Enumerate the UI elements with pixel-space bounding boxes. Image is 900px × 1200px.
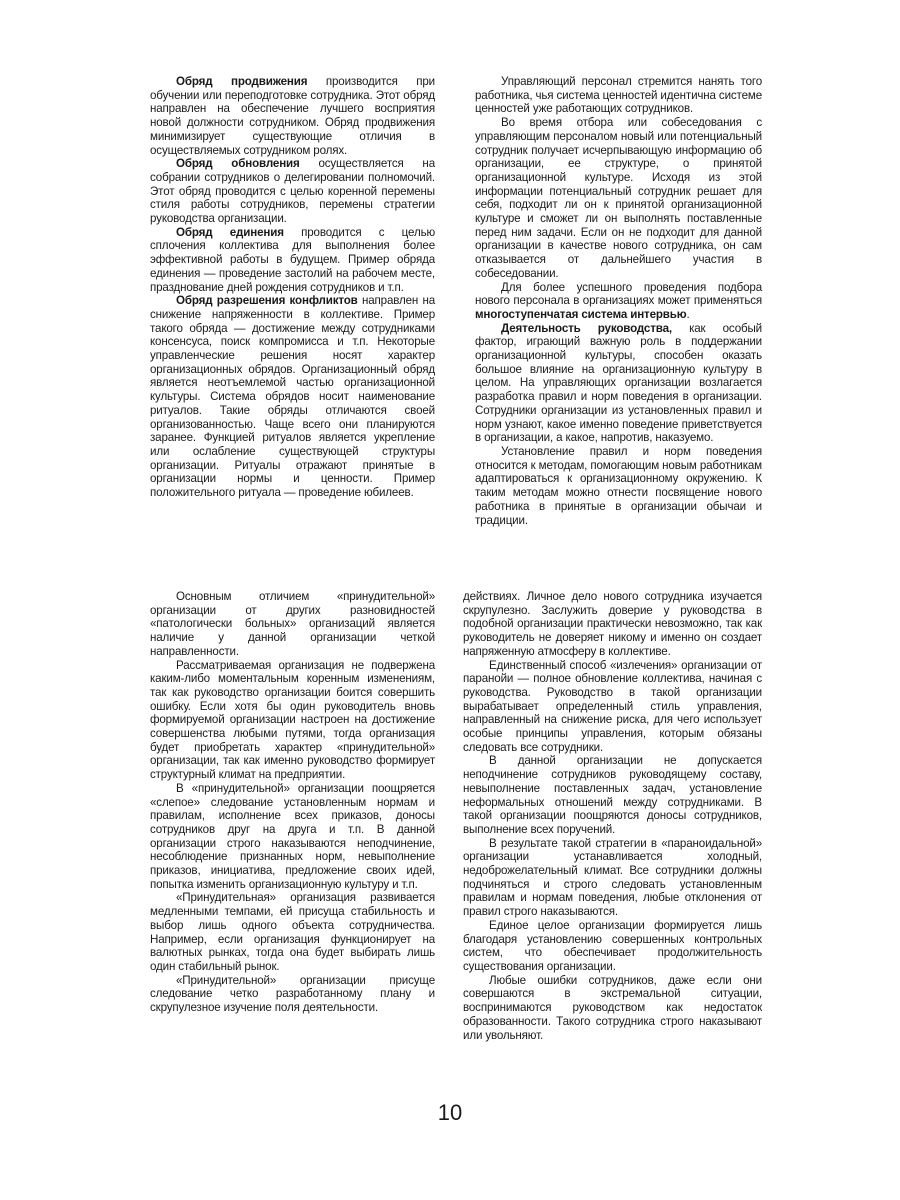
paragraph-compulsive-3: В «принудительной» организации поощряется «слепое» следование установленным нормам и правилам, исполнение всех приказов, доносы сотрудников друг на друга и т.п. В данной организации строго наказываются неподчинение, несоблюдение признанных норм, невыполнение приказов, инициатива, предложение своих идей, попытка изменить организационную культуру и т.п. <box>150 781 435 891</box>
paragraph-leadership <box>475 322 762 445</box>
term-leadership: Деятельность руководства, <box>501 321 672 335</box>
paragraph-interview: Во время отбора или собеседования с управляющим персоналом новый или потенциальный сотрудник получает исчерпывающую информацию об организации, ее структуре, о принятой организационной культуре. Исходя из этой информации потенциальный сотрудник решает для себя, подходит ли он к принятой организационной культуре и сможет ли он выполнять поставленные перед ним задачи. Если он не подходит для данной организации в качестве нового сотрудника, он сам отказывается от дальнейшего участия в собеседовании. <box>475 116 762 280</box>
column-top-right <box>475 75 762 527</box>
text-rite-renewal: осуществляется на собрании сотрудников о делегировании полномочий. Этот обряд проводится с целью коренной перемены стиля работы сотрудников, перемены стратегии руководства организации. <box>150 157 435 226</box>
paragraph-paranoid-4: В результате такой стратегии в «параноидальной» организации устанавливается холодный, недоброжелательный климат. Все сотрудники должны подчиняться и строго следовать установленным правилам и нормам поведения, любые отклонения от правил строго наказываются. <box>463 836 762 919</box>
paragraph-paranoid-1: действиях. Личное дело нового сотрудника изучается скрупулезно. Заслужить доверие у руководства в подобной организации практически невозможно, так как руководитель не доверяет никому и именно он создает напряженную атмосферу в коллективе. <box>463 590 762 658</box>
text-multistage-intro: Для более успешного проведения подбора нового персонала в организациях может применяться <box>475 280 762 308</box>
paragraph-compulsive-2: Рассматриваемая организация не подвержена каким-либо моментальным коренным изменениям, так как руководство организации боится совершить ошибку. Если хотя бы один руководитель вновь формируемой организации настроен на достижение совершенства любыми путями, тогда организация будет приобретать характер «принудительной» организации, так как именно руководство формирует структурный климат на предприятии. <box>150 658 435 782</box>
column-top-left <box>150 75 435 500</box>
term-multistage-interview: многоступенчатая система интервью <box>475 307 687 321</box>
text-rite-conflict: направлен на снижение напряженности в коллективе. Пример такого обряда — достижение между сотрудниками консенсуса, поиск компромисса и т.п. Некоторые управленческие решения носят характер организационных обрядов. Организационный обряд является неотъемлемой частью организационной культуры. Система обрядов носит наименование ритуалов. Такие обряды отличаются своей организованностью. Чаще всего они планируются заранее. Функцией ритуалов является укрепление или ослабление существующей структуры организации. Ритуалы отражают принятые в организации нормы и ценности. Пример положительного ритуала — проведение юбилеев. <box>150 294 435 500</box>
term-rite-unity: Обряд единения <box>176 225 284 239</box>
paragraph-paranoid-2: Единственный способ «излечения» организации от паранойи — полное обновление коллектива, начиная с руководства. Руководство в такой организации вырабатывает определенный стиль управления, направленный на снижение риска, для чего использует особые принципы управления, которым обязаны следовать все сотрудники. <box>463 658 762 754</box>
column-bottom-right <box>463 590 762 1042</box>
paragraph-rite-conflict <box>150 294 435 500</box>
paragraph-compulsive-4: «Принудительная» организация развивается медленными темпами, ей присуща стабильность и выбор лишь одного объекта сотрудничества. Например, если организация функционирует на валютных рынках, тогда она будет выбирать лишь один стабильный рынок. <box>150 891 435 973</box>
paragraph-compulsive-5: «Принудительной» организации присуще следование четко разработанному плану и скрупулезное изучение поля деятельности. <box>150 973 435 1015</box>
text-multistage-end: . <box>686 307 690 321</box>
paragraph-paranoid-5: Единое целое организации формируется лишь благодаря установлению совершенных контрольных систем, что обеспечивает продолжительность существования организации. <box>463 918 762 973</box>
term-rite-conflict: Обряд разрешения конфликтов <box>176 294 358 308</box>
paragraph-paranoid-3: В данной организации не допускается неподчинение сотрудников руководящему составу, невыполнение поставленных задач, установление неформальных отношений между сотрудниками. В такой организации поощряются доносы сотрудников, выполнение всех поручений. <box>463 754 762 836</box>
paragraph-rite-promotion <box>150 75 435 157</box>
text-leadership: как особый фактор, играющий важную роль в поддержании организационной культуры, способен оказать большое влияние на организационную культуру в целом. На управляющих организации возлагается разработка правил и норм поведения в организации. Сотрудники организации из установленных правил и норм узнают, какое именно поведение приветствуется в организации, а какое, напротив, наказуемо. <box>475 321 762 445</box>
text-rite-promotion: производится при обучении или переподготовке сотрудника. Этот обряд направлен на обеспечение лучшего восприятия новой должности сотрудником. Обряд продвижения минимизирует существующие отличия в осуществляемых сотрудником ролях. <box>150 75 435 157</box>
paragraph-hiring-values: Управляющий персонал стремится нанять того работника, чья система ценностей идентична системе ценностей уже работающих сотрудников. <box>475 75 762 116</box>
paragraph-paranoid-6: Любые ошибки сотрудников, даже если они совершаются в экстремальной ситуации, воспринимаются руководством как недостаток образованности. Такого сотрудника строго наказывают или увольняют. <box>463 973 762 1042</box>
text-rite-unity: проводится с целью сплочения коллектива для выполнения более эффективной работы в будущем. Пример обряда единения — проведение застолий на рабочем месте, празднование дней рождения сотрудников и т.п. <box>150 225 436 294</box>
term-rite-renewal: Обряд обновления <box>176 157 300 171</box>
paragraph-rite-renewal <box>150 157 435 226</box>
term-rite-promotion: Обряд продвижения <box>176 75 308 88</box>
paragraph-compulsive-1: Основным отличием «принудительной» организации от других разновидностей «патологически больных» организаций является наличие у данной организации четкой направленности. <box>150 590 435 658</box>
paragraph-norms: Установление правил и норм поведения относится к методам, помогающим новым работникам адаптироваться к организационному окружению. К таким методам можно отнести посвящение нового работника в принятые в организации обычаи и традиции. <box>475 444 762 527</box>
page-number: 10 <box>437 1100 463 1125</box>
paragraph-multistage-interview <box>475 281 762 322</box>
paragraph-rite-unity <box>150 226 435 295</box>
column-bottom-left <box>150 590 435 1015</box>
